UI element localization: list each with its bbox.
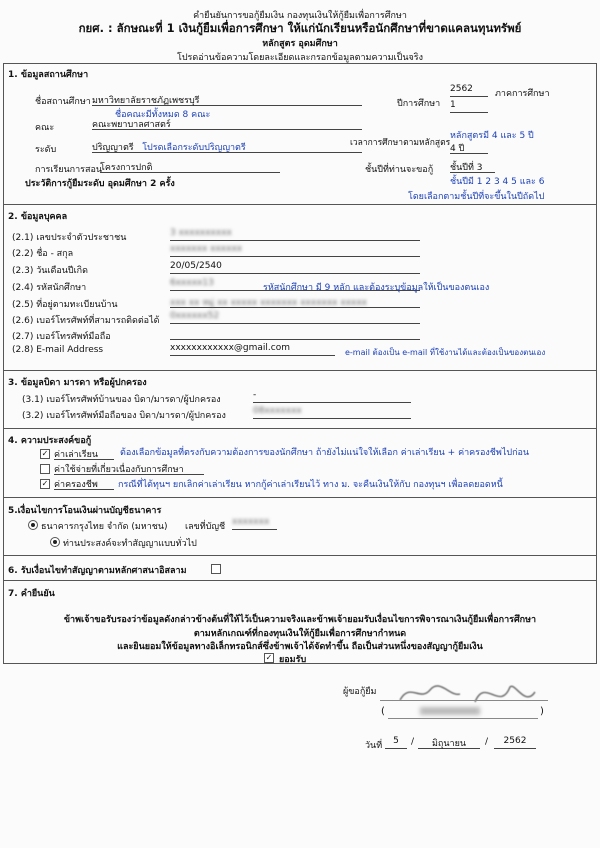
personal-value-6: 0xxxxxx52 [170, 311, 420, 324]
loan-purpose-note-2: กรณีที่ได้ทุนฯ ยกเลิกค่าเล่าเรียน หากกู้ค่าเล่าเรียนไว้ ทาง ม. จะคืนเงินให้กับ กองทุนฯ เพื่อลดยอดหนี้ [118, 480, 503, 490]
accept-checkbox[interactable]: ✓ [265, 653, 273, 662]
header-line-1: คำยืนยันการขอกู้ยืมเงิน กองทุนเงินให้กู้ยืมเพื่อการศึกษา [193, 11, 407, 21]
header-instruction: โปรดอ่านข้อความโดยละเอียดและกรอกข้อมูลตามความเป็นจริง [177, 53, 423, 63]
section-7-title: 7. คำยืนยัน [8, 589, 55, 599]
classyear-note-1: ชั้นปีมี 1 2 3 4 5 และ 6 [450, 177, 545, 187]
classyear-note-2: โดยเลือกตามชั้นปีที่จะขึ้นในปีถัดไป [408, 192, 545, 202]
section-2-title: 2. ข้อมูลบุคคล [8, 212, 68, 222]
year-value: 2562 [450, 84, 488, 97]
parent-value-1: - [253, 390, 411, 403]
parent-label-1: (3.1) เบอร์โทรศัพท์บ้านของ บิดา/มารดา/ผู้ปกครอง [22, 395, 221, 405]
personal-value-2: xxxxxxx xxxxxx [170, 244, 420, 257]
study-value: โครงการปกติ [100, 160, 280, 173]
personal-value-3: 20/05/2540 [170, 261, 420, 274]
date-label: วันที่ [365, 741, 383, 751]
parent-label-2: (3.2) เบอร์โทรศัพท์มือถือของ บิดา/มารดา/ผู้ปกครอง [22, 411, 226, 421]
header-title: กยศ. : ลักษณะที่ 1 เงินกู้ยืมเพื่อการศึกษา ให้แก่นักเรียนหรือนักศึกษาที่ขาดแคลนทุนทรัพย์ [78, 21, 522, 35]
section-1-title: 1. ข้อมูลสถานศึกษา [8, 70, 89, 80]
personal-label-1: (2.1) เลขประจำตัวประชาชน [12, 233, 127, 243]
confirmation-text-3: และยินยอมให้ข้อมูลทางอิเล็กทรอนิกส์ซึ่งข้าพเจ้าได้จัดทำขึ้น ถือเป็นส่วนหนึ่งของสัญญากู้ยืมเงิน [117, 642, 483, 652]
loan-purpose-note-1: ต้องเลือกข้อมูลที่ตรงกับความต้องการของนักศึกษา ถ้ายังไม่แน่ใจให้เลือก ค่าเล่าเรียน + ค่าครองชีพไปก่อน [120, 448, 530, 458]
date-month: มิถุนายน [418, 736, 480, 749]
student-id-note: รหัสนักศึกษา มี 9 หลัก และต้องระบุข้อมูลให้เป็นของตนเอง [263, 283, 490, 293]
section-5-title: 5.เงื่อนไขการโอนเงินผ่านบัญชีธนาคาร [8, 506, 162, 516]
bank-name: ธนาคารกรุงไทย จำกัด (มหาชน) [41, 522, 168, 532]
section-4-title: 4. ความประสงค์ขอกู้ [8, 436, 92, 446]
tuition-checkbox[interactable]: ✓ [41, 449, 49, 458]
date-year: 2562 [494, 736, 536, 749]
personal-value-1: 3 xxxxxxxxxx [170, 228, 420, 241]
parent-value-2: 08xxxxxxx [253, 406, 411, 419]
personal-value-5: xxx xx หมู่ xx xxxxx xxxxxxx xxxxxxx xxxxx [170, 295, 420, 308]
section-3-title: 3. ข้อมูลบิดา มารดา หรือผู้ปกครอง [8, 378, 147, 388]
duration-value: 4 ปี [450, 141, 488, 154]
duration-note: หลักสูตรมี 4 และ 5 ปี [450, 131, 534, 141]
education-expense-label: ค่าใช้จ่ายที่เกี่ยวเนื่องกับการศึกษา [54, 462, 204, 475]
personal-value-7 [170, 327, 420, 340]
school-label: ชื่อสถานศึกษา [35, 97, 91, 107]
signer-name-redacted [420, 707, 480, 715]
account-value: xxxxxxx [232, 517, 277, 530]
tuition-label: ค่าเล่าเรียน [54, 447, 114, 460]
year-label: ปีการศึกษา [397, 99, 441, 109]
term-label: ภาคการศึกษา [495, 89, 550, 99]
personal-label-4: (2.4) รหัสนักศึกษา [12, 283, 87, 293]
date-separator-1: / [411, 737, 415, 747]
faculty-note: ชื่อคณะมีทั้งหมด 8 คณะ [115, 110, 211, 120]
study-label: การเรียนการสอน [35, 165, 103, 175]
section-6-title: 6. รับเงื่อนไขทำสัญญาตามหลักศาสนาอิสลาม [8, 566, 187, 576]
email-note: e-mail ต้องเป็น e-mail ที่ใช้งานได้และต้องเป็นของตนเอง [345, 348, 546, 357]
signer-label: ผู้ขอกู้ยืม [343, 687, 377, 697]
level-label: ระดับ [35, 145, 57, 155]
personal-label-5: (2.5) ที่อยู่ตามทะเบียนบ้าน [12, 300, 118, 310]
signer-name-open-paren: ( [381, 706, 385, 717]
confirmation-text-1: ข้าพเจ้าขอรับรองว่าข้อมูลดังกล่าวข้างต้นที่ให้ไว้เป็นความจริงและข้าพเจ้ายอมรับเงื่อนไขการพิจารณาเงินกู้ยืมเพื่อการศึกษา [63, 615, 537, 625]
living-cost-label: ค่าครองชีพ [54, 477, 114, 490]
personal-label-7: (2.7) เบอร์โทรศัพท์มือถือ [12, 332, 111, 342]
education-expense-checkbox[interactable] [40, 464, 50, 474]
personal-label-3: (2.3) วันเดือนปีเกิด [12, 266, 88, 276]
faculty-label: คณะ [35, 123, 55, 133]
contract-type-radio[interactable] [50, 537, 60, 547]
contract-type-label: ท่านประสงค์จะทำสัญญาแบบทั่วไป [63, 539, 197, 549]
personal-value-8: xxxxxxxxxxxx@gmail.com [170, 343, 335, 356]
faculty-value: คณะพยาบาลศาสตร์ [92, 117, 362, 130]
date-separator-2: / [485, 737, 489, 747]
classyear-value: ชั้นปีที่ 3 [450, 160, 495, 173]
personal-value-4: 6xxxxx13 [170, 278, 420, 291]
loan-history: ประวัติการกู้ยืมระดับ อุดมศึกษา 2 ครั้ง [25, 179, 175, 189]
signer-name-close-paren: ) [540, 706, 544, 717]
term-value: 1 [450, 100, 488, 113]
islamic-contract-checkbox[interactable] [211, 564, 221, 574]
header-curriculum: หลักสูตร อุดมศึกษา [262, 39, 338, 49]
confirmation-text-2: ตามหลักเกณฑ์ที่กองทุนเงินให้กู้ยืมเพื่อการศึกษากำหนด [193, 629, 407, 639]
classyear-label: ชั้นปีที่ท่านจะขอกู้ [365, 165, 434, 175]
personal-label-8: (2.8) E-mail Address [12, 345, 104, 355]
school-value: มหาวิทยาลัยราชภัฏเพชรบุรี [92, 93, 362, 106]
accept-label: ยอมรับ [279, 655, 307, 665]
date-day: 5 [385, 736, 407, 749]
personal-label-6: (2.6) เบอร์โทรศัพท์ที่สามารถติดต่อได้ [12, 316, 160, 326]
account-label: เลขที่บัญชี [185, 522, 226, 532]
duration-label: เวลาการศึกษาตามหลักสูตร [350, 138, 451, 148]
level-value: ปริญญาตรี โปรดเลือกระดับปริญญาตรี [92, 140, 362, 153]
bank-radio[interactable] [28, 520, 38, 530]
living-cost-checkbox[interactable]: ✓ [41, 479, 49, 488]
personal-label-2: (2.2) ชื่อ - สกุล [12, 249, 74, 259]
